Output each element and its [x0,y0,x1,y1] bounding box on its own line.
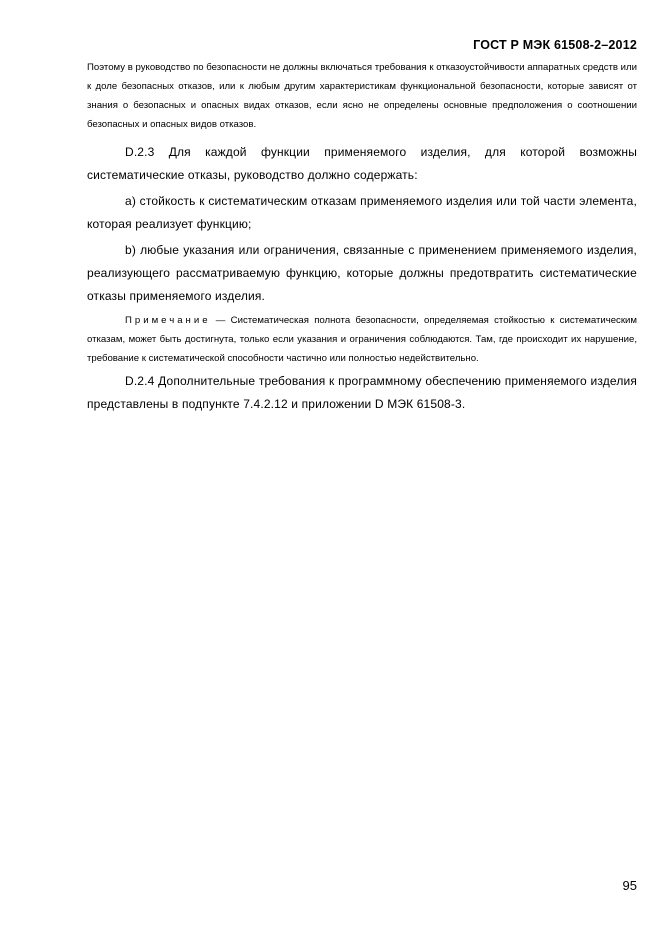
list-item-b: b) любые указания или ограничения, связанные с применением применяемого изделия, реализующего рассматриваемую функцию, которые должны предотвратить систематические отказы применяемого изделия. [87,243,637,303]
note-dash: — [210,315,231,326]
document-header-code: ГОСТ Р МЭК 61508-2–2012 [473,38,637,52]
intro-paragraph: Поэтому в руководство по безопасности не должны включаться требования к отказоустойчивости аппаратных средств или к доле безопасных отказов, или к любым другим характеристикам функциональной безопасности, которые зависят от знания о безопасных и опасных видах отказов, если ясно не определены основные предположения о соотношении безопасных и опасных видов отказов. [87,62,637,130]
clause-d24-paragraph: D.2.4 Дополнительные требования к программному обеспечению применяемого изделия представлены в подпункте 7.4.2.12 и приложении D МЭК 61508-3. [87,374,637,411]
note-label: Примечание [125,315,211,326]
note-paragraph [87,311,637,368]
list-item-a: a) стойкость к систематическим отказам применяемого изделия или той части элемента, которая реализует функцию; [87,194,637,231]
page-number: 95 [622,878,637,893]
clause-d23-paragraph: D.2.3 Для каждой функции применяемого изделия, для которой возможны систематические отказы, руководство должно содержать: [87,145,637,182]
document-body [87,58,637,416]
note-text: Систематическая полнота безопасности, определяемая стойкостью к систематическим отказам, может быть достигнута, только если указания и ограничения соблюдаются. Там, где происходит их нарушение, требование к систематической способности частично или полностью недействительно. [87,315,637,364]
